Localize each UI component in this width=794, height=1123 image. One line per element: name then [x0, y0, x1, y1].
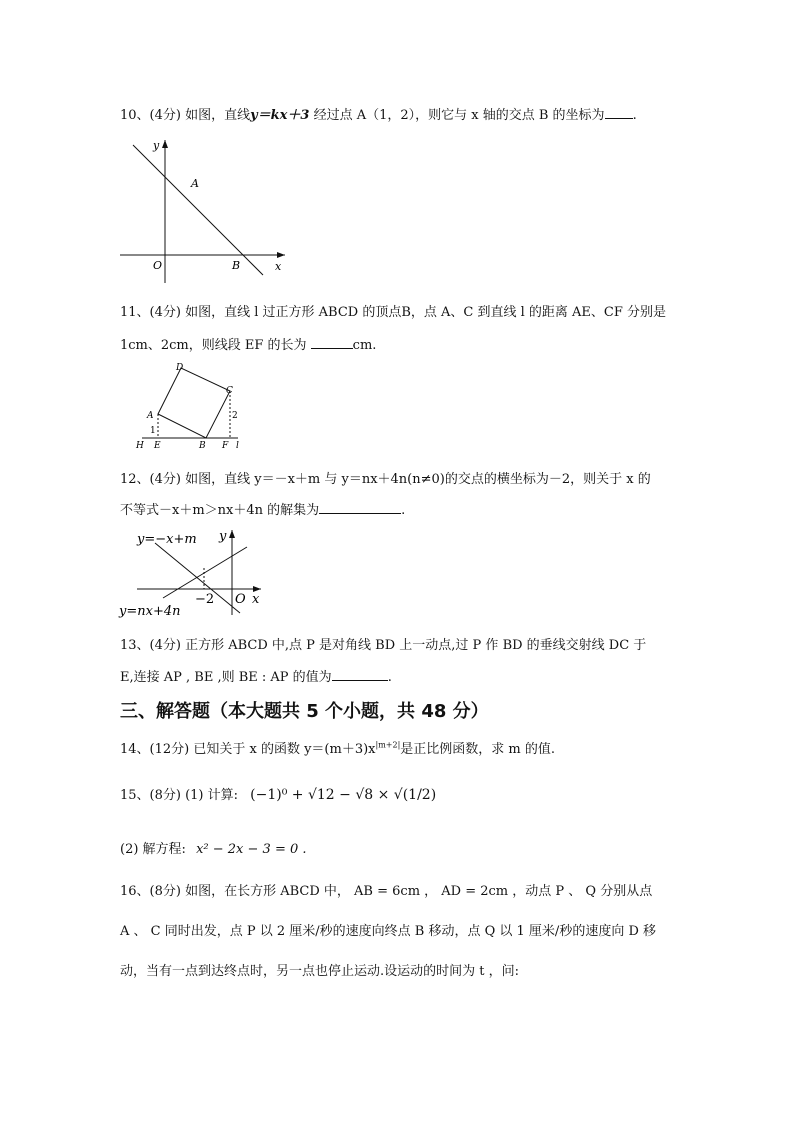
q11-label-f: F	[222, 441, 229, 450]
q13-answer-blank[interactable]	[332, 668, 388, 681]
q11-square-abcd	[158, 368, 230, 438]
section-3-heading: 三、解答题（本大题共 5 个小题，共 48 分）	[120, 701, 489, 722]
q10-label-a: A	[191, 177, 199, 190]
q11-label-a: A	[147, 411, 154, 421]
q13-line1: 13、(4分) 正方形 ABCD 中,点 P 是对角线 BD 上一动点,过 P 作 BD 的垂线交射线 DC 于	[120, 638, 647, 653]
q12-line2-a: 不等式－x＋m＞nx＋4n 的解集为	[120, 503, 320, 518]
q13-line2-b: .	[387, 670, 392, 685]
q10-answer-blank[interactable]	[605, 106, 633, 119]
q14-text-a: 14、(12分) 已知关于 x 的函数 y＝(m＋3)x	[120, 742, 376, 757]
q10-text	[120, 104, 637, 123]
q10-end: .	[632, 108, 637, 123]
q15-part2-label: (2) 解方程:	[120, 842, 186, 857]
q10-x-arrow	[277, 252, 285, 258]
q12-line2	[120, 499, 405, 518]
q11-answer-blank[interactable]	[311, 336, 353, 349]
q11-label-e: E	[154, 441, 161, 450]
q12-answer-blank[interactable]	[319, 501, 401, 514]
q10-label-o: O	[153, 259, 163, 272]
q11-label-b: B	[199, 441, 206, 450]
q10-y-arrow	[162, 140, 168, 148]
q14-text	[120, 738, 555, 757]
q11-label-h: H	[136, 441, 144, 450]
q12-line1: 12、(4分) 如图，直线 y＝－x＋m 与 y＝nx＋4n(n≠0)的交点的横坐标为－2，则关于 x 的	[120, 472, 651, 487]
q12-label-minus2: −2	[195, 592, 215, 607]
q10-text-b: 经过点 A（1，2），则它与 x 轴的交点 B 的坐标为	[309, 108, 605, 123]
q15-part2	[120, 838, 307, 857]
q16-line1: 16、(8分) 如图，在长方形 ABCD 中， AB = 6cm ， AD = 2cm ，动点 P 、 Q 分别从点	[120, 884, 653, 899]
q12-label-x: x	[252, 592, 260, 607]
q13-line2	[120, 666, 392, 685]
q11-figure	[130, 358, 255, 450]
q11-label-d: D	[176, 363, 184, 373]
q12-label-line2: y=nx+4n	[119, 604, 181, 619]
q15-part1-expression: (−1)⁰ + √12 − √8 × √(1/2)	[250, 787, 437, 803]
q11-label-c: C	[226, 386, 233, 396]
q11-label-l: l	[236, 441, 239, 450]
q11-label-1: 1	[150, 426, 156, 436]
q10-equation: y＝kx＋3	[250, 108, 310, 123]
q10-figure	[115, 135, 295, 290]
q15-part1-label: 15、(8分) (1) 计算:	[120, 788, 239, 803]
q10-label-b: B	[232, 259, 241, 272]
q11-line2-a: 1cm、2cm，则线段 EF 的长为	[120, 338, 311, 353]
q15-part2-expression: x² − 2x − 3 = 0 .	[196, 842, 307, 857]
q14-exponent: |m+2|	[375, 740, 401, 750]
q16-line3: 动，当有一点到达终点时，另一点也停止运动.设运动的时间为 t ，问:	[120, 964, 520, 979]
q12-y-arrow	[229, 530, 235, 538]
q12-label-line1: y=−x+m	[137, 532, 197, 547]
q12-figure	[115, 525, 275, 620]
q11-label-2: 2	[232, 411, 238, 421]
q10-text-a: 10、(4分) 如图，直线	[120, 108, 251, 123]
q10-label-y: y	[153, 139, 160, 152]
q12-label-o: O	[235, 592, 246, 607]
q14-text-b: 是正比例函数，求 m 的值.	[400, 742, 556, 757]
q15-part1	[120, 784, 436, 803]
q10-label-x: x	[275, 260, 282, 273]
q13-line2-a: E,连接 AP , BE ,则 BE : AP 的值为	[120, 670, 332, 685]
q11-line1: 11、(4分) 如图，直线 l 过正方形 ABCD 的顶点B，点 A、C 到直线 l 的距离 AE、CF 分别是	[120, 305, 667, 320]
q11-line2	[120, 334, 376, 353]
q12-label-y: y	[219, 529, 227, 544]
q11-line2-b: cm.	[352, 338, 377, 353]
q16-line2: A 、 C 同时出发，点 P 以 2 厘米/秒的速度向终点 B 移动，点 Q 以 1 厘米/秒的速度向 D 移	[120, 924, 657, 939]
q12-line-nx-plus-4n	[163, 547, 247, 598]
q12-line2-b: .	[401, 503, 406, 518]
